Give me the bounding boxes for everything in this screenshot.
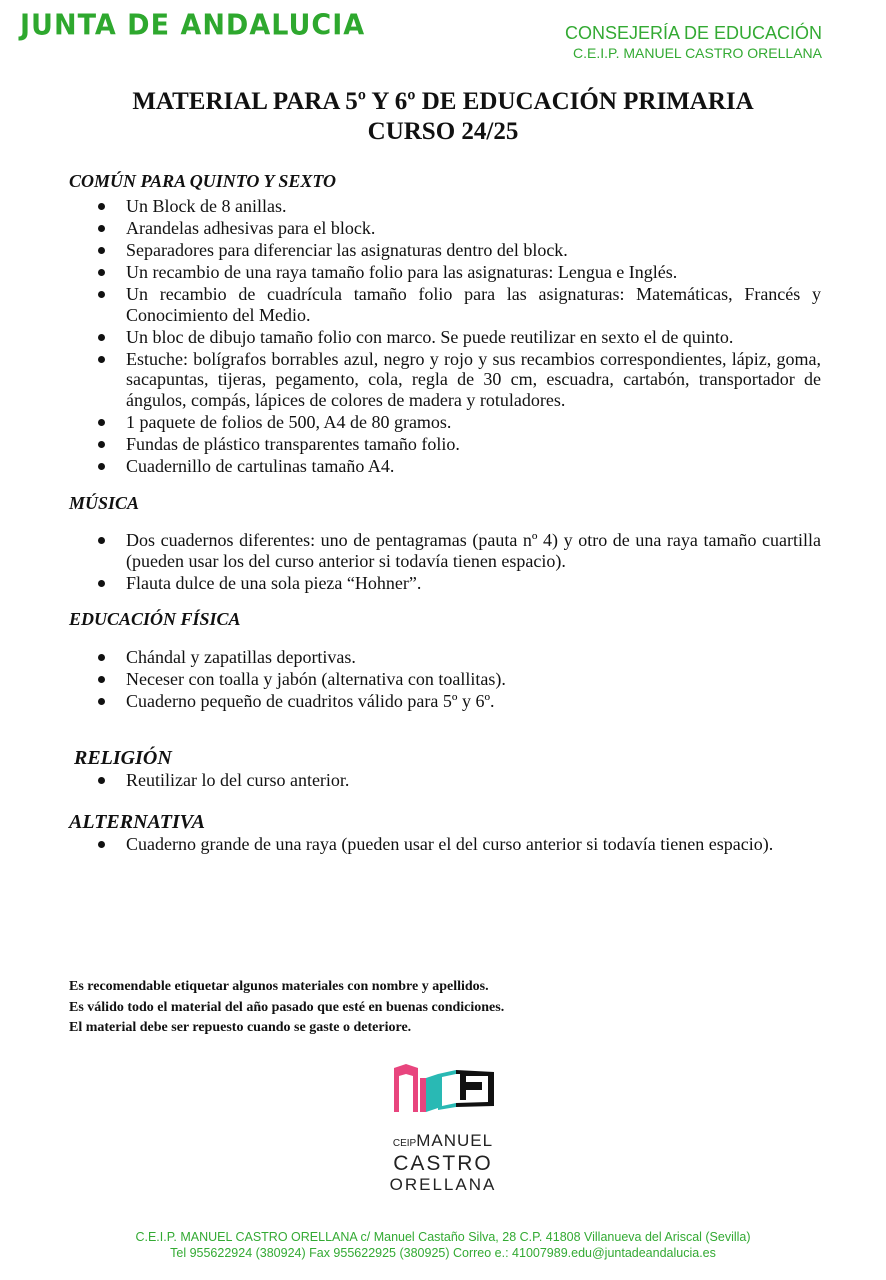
- logo-line-1: MANUEL: [416, 1131, 494, 1150]
- section-religion: [74, 747, 821, 791]
- page-footer: [0, 1229, 886, 1261]
- list-item: 1 paquete de folios de 500, A4 de 80 gramos.: [69, 412, 821, 433]
- note-line: Es válido todo el material del año pasado que esté en buenas condiciones.: [69, 999, 505, 1015]
- list-item: Un Block de 8 anillas.: [69, 196, 821, 217]
- logo-line-2: CASTRO: [393, 1152, 493, 1175]
- footer-contact: Tel 955622924 (380924) Fax 955622925 (380925) Correo e.: 41007989.edu@juntadeandalucia.es: [170, 1246, 716, 1260]
- list-item: Separadores para diferenciar las asignaturas dentro del block.: [69, 240, 821, 261]
- list-item: Arandelas adhesivas para el block.: [69, 218, 821, 239]
- header-right: [565, 22, 822, 62]
- logo-prefix: CEIP: [392, 1138, 417, 1149]
- list-item: Flauta dulce de una sola pieza “Hohner”.: [69, 573, 821, 594]
- list-item: Estuche: bolígrafos borrables azul, negro y rojo y sus recambios correspondientes, lápiz, goma, sacapuntas, tijeras, pegamento, cola, regla de 30 cm, escuadra, cartabón, transportador de ángulos, compás, lápices de colores de madera y rotuladores.: [69, 349, 821, 411]
- title-line-1: MATERIAL PARA 5º Y 6º DE EDUCACIÓN PRIMARIA: [132, 88, 754, 115]
- section-musica: [69, 492, 821, 593]
- list-item: Cuaderno pequeño de cuadritos válido para 5º y 6º.: [69, 691, 821, 712]
- list-item: Cuadernillo de cartulinas tamaño A4.: [69, 456, 821, 477]
- note-line: Es recomendable etiquetar algunos materiales con nombre y apellidos.: [69, 979, 489, 994]
- section-comun: [69, 170, 821, 476]
- note-line: El material debe ser repuesto cuando se gaste o deteriore.: [69, 1020, 412, 1035]
- section-educacion-fisica: [69, 608, 821, 712]
- notes: [69, 977, 504, 1039]
- list-item: Un bloc de dibujo tamaño folio con marco. Se puede reutilizar en sexto el de quinto.: [69, 327, 821, 348]
- school-logo-icon: [380, 1060, 506, 1120]
- page-title: [0, 87, 886, 147]
- school-name: C.E.I.P. MANUEL CASTRO ORELLANA: [573, 45, 822, 61]
- section-heading: ALTERNATIVA: [69, 811, 205, 833]
- section-heading: COMÚN PARA QUINTO Y SEXTO: [69, 171, 337, 191]
- title-line-2: CURSO 24/25: [367, 118, 519, 145]
- org-name: JUNTA DE ANDALUCIA: [20, 9, 366, 42]
- list-item: Un recambio de cuadrícula tamaño folio para las asignaturas: Matemáticas, Francés y Conocimiento del Medio.: [69, 284, 821, 325]
- list-item: Cuaderno grande de una raya (pueden usar el del curso anterior si todavía tienen espacio).: [69, 834, 821, 855]
- material-list: [69, 170, 821, 856]
- list-item: Reutilizar lo del curso anterior.: [69, 770, 821, 791]
- section-heading: MÚSICA: [69, 493, 140, 513]
- ministry-name: CONSEJERÍA DE EDUCACIÓN: [564, 23, 822, 43]
- footer-address: C.E.I.P. MANUEL CASTRO ORELLANA c/ Manuel Castaño Silva, 28 C.P. 41808 Villanueva del Ariscal (Sevilla): [135, 1230, 751, 1244]
- list-item: Dos cuadernos diferentes: uno de pentagramas (pauta nº 4) y otro de una raya tamaño cuartilla (pueden usar los del curso anterior si todavía tienen espacio).: [69, 530, 821, 571]
- list-item: Neceser con toalla y jabón (alternativa con toallitas).: [69, 669, 821, 690]
- section-heading: EDUCACIÓN FÍSICA: [69, 609, 241, 629]
- section-alternativa: [69, 811, 821, 855]
- list-item: Chándal y zapatillas deportivas.: [69, 647, 821, 668]
- list-item: Un recambio de una raya tamaño folio para las asignaturas: Lengua e Inglés.: [69, 262, 821, 283]
- list-item: Fundas de plástico transparentes tamaño folio.: [69, 434, 821, 455]
- section-heading: RELIGIÓN: [74, 746, 172, 769]
- logo-line-3: ORELLANA: [389, 1175, 497, 1194]
- school-logo: [380, 1060, 506, 1194]
